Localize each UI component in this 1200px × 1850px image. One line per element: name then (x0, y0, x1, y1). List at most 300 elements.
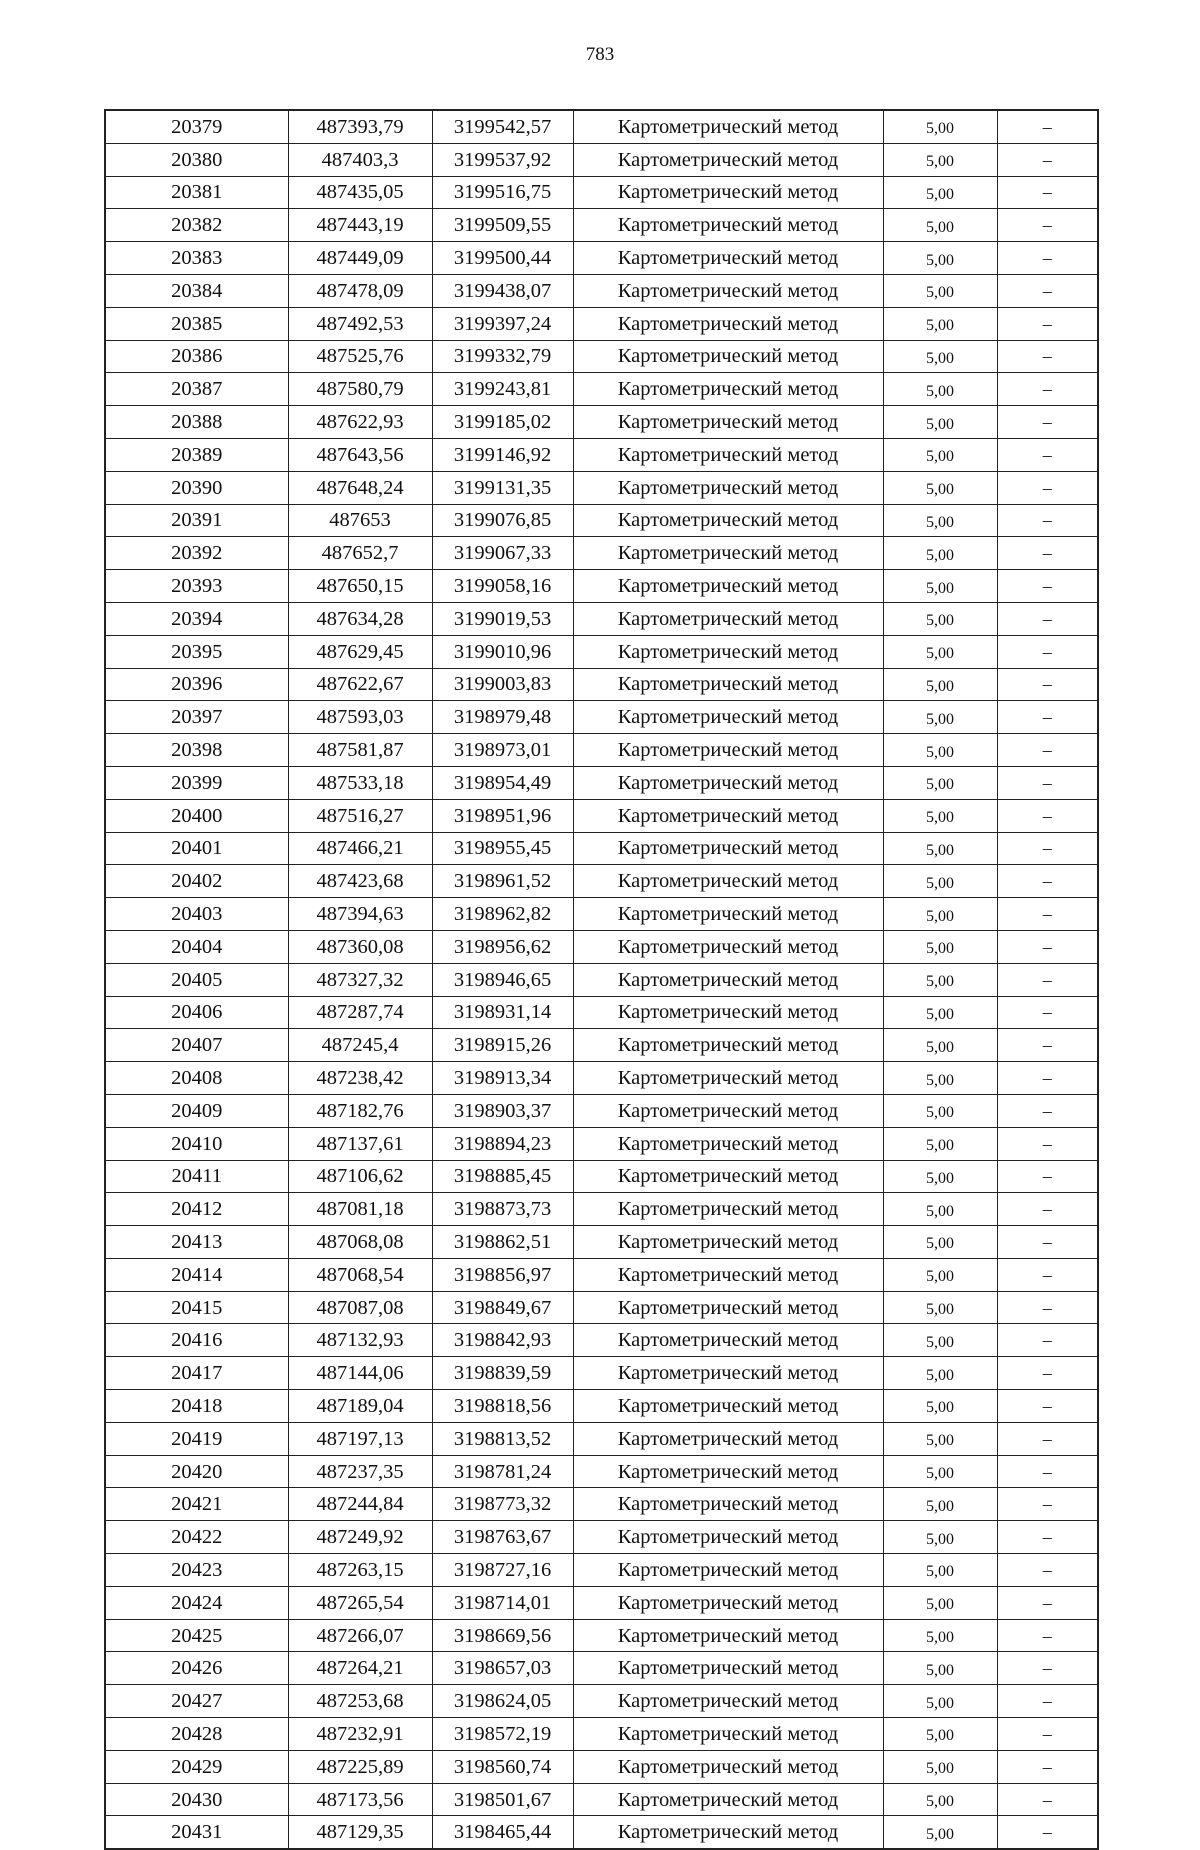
note-cell: – (997, 406, 1098, 439)
y-coordinate-cell: 3198885,45 (432, 1160, 573, 1193)
y-coordinate-cell: 3199332,79 (432, 340, 573, 373)
table-row (105, 373, 1098, 406)
method-cell: Картометрический метод (573, 602, 883, 635)
point-number-cell: 20416 (105, 1324, 288, 1357)
note-cell: – (997, 242, 1098, 275)
point-number-cell: 20401 (105, 832, 288, 865)
x-coordinate-cell: 487327,32 (288, 963, 432, 996)
x-coordinate-cell: 487189,04 (288, 1390, 432, 1423)
note-cell: – (997, 898, 1098, 931)
y-coordinate-cell: 3198773,32 (432, 1488, 573, 1521)
y-coordinate-cell: 3198951,96 (432, 799, 573, 832)
accuracy-cell: 5,00 (883, 1324, 997, 1357)
accuracy-cell: 5,00 (883, 1390, 997, 1423)
x-coordinate-cell: 487144,06 (288, 1357, 432, 1390)
note-cell: – (997, 176, 1098, 209)
method-cell: Картометрический метод (573, 1127, 883, 1160)
table-row (105, 1062, 1098, 1095)
table-row (105, 799, 1098, 832)
point-number-cell: 20397 (105, 701, 288, 734)
x-coordinate-cell: 487435,05 (288, 176, 432, 209)
y-coordinate-cell: 3198781,24 (432, 1455, 573, 1488)
table-row (105, 1685, 1098, 1718)
y-coordinate-cell: 3198856,97 (432, 1258, 573, 1291)
x-coordinate-cell: 487129,35 (288, 1816, 432, 1849)
accuracy-cell: 5,00 (883, 734, 997, 767)
note-cell: – (997, 1586, 1098, 1619)
accuracy-cell: 5,00 (883, 1685, 997, 1718)
method-cell: Картометрический метод (573, 832, 883, 865)
accuracy-cell: 5,00 (883, 1029, 997, 1062)
method-cell: Картометрический метод (573, 668, 883, 701)
x-coordinate-cell: 487137,61 (288, 1127, 432, 1160)
method-cell: Картометрический метод (573, 143, 883, 176)
method-cell: Картометрический метод (573, 1455, 883, 1488)
table-row (105, 701, 1098, 734)
accuracy-cell: 5,00 (883, 1718, 997, 1751)
y-coordinate-cell: 3198973,01 (432, 734, 573, 767)
note-cell: – (997, 1127, 1098, 1160)
x-coordinate-cell: 487423,68 (288, 865, 432, 898)
y-coordinate-cell: 3198862,51 (432, 1226, 573, 1259)
table-row (105, 1390, 1098, 1423)
y-coordinate-cell: 3199076,85 (432, 504, 573, 537)
y-coordinate-cell: 3198955,45 (432, 832, 573, 865)
note-cell: – (997, 1094, 1098, 1127)
point-number-cell: 20430 (105, 1783, 288, 1816)
table-row (105, 996, 1098, 1029)
method-cell: Картометрический метод (573, 1619, 883, 1652)
x-coordinate-cell: 487652,7 (288, 537, 432, 570)
note-cell: – (997, 1390, 1098, 1423)
accuracy-cell: 5,00 (883, 1422, 997, 1455)
point-number-cell: 20400 (105, 799, 288, 832)
accuracy-cell: 5,00 (883, 1750, 997, 1783)
table-row (105, 110, 1098, 143)
coordinates-table (104, 109, 1099, 1850)
x-coordinate-cell: 487253,68 (288, 1685, 432, 1718)
point-number-cell: 20411 (105, 1160, 288, 1193)
accuracy-cell: 5,00 (883, 1521, 997, 1554)
note-cell: – (997, 570, 1098, 603)
y-coordinate-cell: 3198903,37 (432, 1094, 573, 1127)
x-coordinate-cell: 487068,08 (288, 1226, 432, 1259)
point-number-cell: 20423 (105, 1554, 288, 1587)
note-cell: – (997, 701, 1098, 734)
method-cell: Картометрический метод (573, 865, 883, 898)
point-number-cell: 20389 (105, 438, 288, 471)
table-row (105, 1455, 1098, 1488)
method-cell: Картометрический метод (573, 242, 883, 275)
accuracy-cell: 5,00 (883, 209, 997, 242)
note-cell: – (997, 734, 1098, 767)
table-row (105, 668, 1098, 701)
accuracy-cell: 5,00 (883, 1357, 997, 1390)
y-coordinate-cell: 3199243,81 (432, 373, 573, 406)
table-row (105, 1226, 1098, 1259)
method-cell: Картометрический метод (573, 1291, 883, 1324)
x-coordinate-cell: 487237,35 (288, 1455, 432, 1488)
point-number-cell: 20408 (105, 1062, 288, 1095)
table-row (105, 1488, 1098, 1521)
note-cell: – (997, 1685, 1098, 1718)
accuracy-cell: 5,00 (883, 1160, 997, 1193)
point-number-cell: 20425 (105, 1619, 288, 1652)
method-cell: Картометрический метод (573, 1750, 883, 1783)
table-row (105, 570, 1098, 603)
point-number-cell: 20404 (105, 930, 288, 963)
accuracy-cell: 5,00 (883, 1226, 997, 1259)
point-number-cell: 20422 (105, 1521, 288, 1554)
table-row (105, 406, 1098, 439)
accuracy-cell: 5,00 (883, 1619, 997, 1652)
x-coordinate-cell: 487653 (288, 504, 432, 537)
point-number-cell: 20393 (105, 570, 288, 603)
method-cell: Картометрический метод (573, 701, 883, 734)
x-coordinate-cell: 487650,15 (288, 570, 432, 603)
x-coordinate-cell: 487173,56 (288, 1783, 432, 1816)
table-row (105, 930, 1098, 963)
accuracy-cell: 5,00 (883, 865, 997, 898)
x-coordinate-cell: 487266,07 (288, 1619, 432, 1652)
y-coordinate-cell: 3198842,93 (432, 1324, 573, 1357)
note-cell: – (997, 1652, 1098, 1685)
point-number-cell: 20381 (105, 176, 288, 209)
point-number-cell: 20399 (105, 766, 288, 799)
accuracy-cell: 5,00 (883, 1094, 997, 1127)
x-coordinate-cell: 487238,42 (288, 1062, 432, 1095)
y-coordinate-cell: 3198714,01 (432, 1586, 573, 1619)
table-row (105, 1324, 1098, 1357)
note-cell: – (997, 930, 1098, 963)
method-cell: Картометрический метод (573, 504, 883, 537)
table-row (105, 438, 1098, 471)
accuracy-cell: 5,00 (883, 832, 997, 865)
accuracy-cell: 5,00 (883, 668, 997, 701)
note-cell: – (997, 1816, 1098, 1849)
table-row (105, 274, 1098, 307)
y-coordinate-cell: 3198572,19 (432, 1718, 573, 1751)
point-number-cell: 20429 (105, 1750, 288, 1783)
accuracy-cell: 5,00 (883, 799, 997, 832)
table-row (105, 1619, 1098, 1652)
note-cell: – (997, 766, 1098, 799)
table-row (105, 176, 1098, 209)
table-row (105, 471, 1098, 504)
accuracy-cell: 5,00 (883, 340, 997, 373)
x-coordinate-cell: 487492,53 (288, 307, 432, 340)
accuracy-cell: 5,00 (883, 1193, 997, 1226)
y-coordinate-cell: 3198954,49 (432, 766, 573, 799)
point-number-cell: 20413 (105, 1226, 288, 1259)
table-row (105, 1160, 1098, 1193)
table-row (105, 1652, 1098, 1685)
table-row (105, 1422, 1098, 1455)
point-number-cell: 20409 (105, 1094, 288, 1127)
method-cell: Картометрический метод (573, 373, 883, 406)
y-coordinate-cell: 3198915,26 (432, 1029, 573, 1062)
x-coordinate-cell: 487634,28 (288, 602, 432, 635)
note-cell: – (997, 307, 1098, 340)
x-coordinate-cell: 487622,67 (288, 668, 432, 701)
method-cell: Картометрический метод (573, 1193, 883, 1226)
table-row (105, 1750, 1098, 1783)
accuracy-cell: 5,00 (883, 1783, 997, 1816)
point-number-cell: 20392 (105, 537, 288, 570)
table-row (105, 1258, 1098, 1291)
accuracy-cell: 5,00 (883, 701, 997, 734)
table-row (105, 504, 1098, 537)
point-number-cell: 20421 (105, 1488, 288, 1521)
point-number-cell: 20386 (105, 340, 288, 373)
accuracy-cell: 5,00 (883, 537, 997, 570)
y-coordinate-cell: 3198818,56 (432, 1390, 573, 1423)
point-number-cell: 20428 (105, 1718, 288, 1751)
table-row (105, 1521, 1098, 1554)
x-coordinate-cell: 487197,13 (288, 1422, 432, 1455)
method-cell: Картометрический метод (573, 1586, 883, 1619)
point-number-cell: 20380 (105, 143, 288, 176)
note-cell: – (997, 1357, 1098, 1390)
note-cell: – (997, 438, 1098, 471)
y-coordinate-cell: 3198839,59 (432, 1357, 573, 1390)
accuracy-cell: 5,00 (883, 1062, 997, 1095)
y-coordinate-cell: 3199438,07 (432, 274, 573, 307)
method-cell: Картометрический метод (573, 1422, 883, 1455)
point-number-cell: 20398 (105, 734, 288, 767)
x-coordinate-cell: 487622,93 (288, 406, 432, 439)
table-row (105, 602, 1098, 635)
point-number-cell: 20391 (105, 504, 288, 537)
accuracy-cell: 5,00 (883, 406, 997, 439)
point-number-cell: 20410 (105, 1127, 288, 1160)
accuracy-cell: 5,00 (883, 766, 997, 799)
accuracy-cell: 5,00 (883, 1488, 997, 1521)
y-coordinate-cell: 3198894,23 (432, 1127, 573, 1160)
accuracy-cell: 5,00 (883, 1258, 997, 1291)
y-coordinate-cell: 3199537,92 (432, 143, 573, 176)
method-cell: Картометрический метод (573, 1029, 883, 1062)
note-cell: – (997, 963, 1098, 996)
point-number-cell: 20394 (105, 602, 288, 635)
x-coordinate-cell: 487394,63 (288, 898, 432, 931)
note-cell: – (997, 1062, 1098, 1095)
method-cell: Картометрический метод (573, 209, 883, 242)
note-cell: – (997, 1718, 1098, 1751)
y-coordinate-cell: 3199146,92 (432, 438, 573, 471)
point-number-cell: 20419 (105, 1422, 288, 1455)
note-cell: – (997, 832, 1098, 865)
method-cell: Картометрический метод (573, 1685, 883, 1718)
y-coordinate-cell: 3199067,33 (432, 537, 573, 570)
x-coordinate-cell: 487533,18 (288, 766, 432, 799)
point-number-cell: 20420 (105, 1455, 288, 1488)
accuracy-cell: 5,00 (883, 602, 997, 635)
method-cell: Картометрический метод (573, 307, 883, 340)
table-row (105, 1193, 1098, 1226)
x-coordinate-cell: 487360,08 (288, 930, 432, 963)
note-cell: – (997, 1029, 1098, 1062)
method-cell: Картометрический метод (573, 1652, 883, 1685)
accuracy-cell: 5,00 (883, 1554, 997, 1587)
x-coordinate-cell: 487580,79 (288, 373, 432, 406)
y-coordinate-cell: 3198946,65 (432, 963, 573, 996)
note-cell: – (997, 504, 1098, 537)
accuracy-cell: 5,00 (883, 930, 997, 963)
x-coordinate-cell: 487264,21 (288, 1652, 432, 1685)
table-row (105, 1357, 1098, 1390)
x-coordinate-cell: 487648,24 (288, 471, 432, 504)
note-cell: – (997, 1783, 1098, 1816)
point-number-cell: 20406 (105, 996, 288, 1029)
point-number-cell: 20418 (105, 1390, 288, 1423)
table-row (105, 242, 1098, 275)
y-coordinate-cell: 3198624,05 (432, 1685, 573, 1718)
note-cell: – (997, 635, 1098, 668)
table-row (105, 766, 1098, 799)
table-row (105, 1094, 1098, 1127)
method-cell: Картометрический метод (573, 1357, 883, 1390)
point-number-cell: 20412 (105, 1193, 288, 1226)
accuracy-cell: 5,00 (883, 274, 997, 307)
method-cell: Картометрический метод (573, 1783, 883, 1816)
table-row (105, 1029, 1098, 1062)
x-coordinate-cell: 487132,93 (288, 1324, 432, 1357)
method-cell: Картометрический метод (573, 1554, 883, 1587)
x-coordinate-cell: 487068,54 (288, 1258, 432, 1291)
method-cell: Картометрический метод (573, 537, 883, 570)
y-coordinate-cell: 3198873,73 (432, 1193, 573, 1226)
note-cell: – (997, 537, 1098, 570)
table-row (105, 1718, 1098, 1751)
method-cell: Картометрический метод (573, 930, 883, 963)
point-number-cell: 20405 (105, 963, 288, 996)
y-coordinate-cell: 3199185,02 (432, 406, 573, 439)
y-coordinate-cell: 3198465,44 (432, 1816, 573, 1849)
method-cell: Картометрический метод (573, 570, 883, 603)
table-body (105, 110, 1098, 1849)
y-coordinate-cell: 3198727,16 (432, 1554, 573, 1587)
accuracy-cell: 5,00 (883, 1652, 997, 1685)
table-row (105, 963, 1098, 996)
point-number-cell: 20431 (105, 1816, 288, 1849)
note-cell: – (997, 602, 1098, 635)
note-cell: – (997, 799, 1098, 832)
page-number: 783 (585, 44, 615, 65)
note-cell: – (997, 1160, 1098, 1193)
method-cell: Картометрический метод (573, 1488, 883, 1521)
note-cell: – (997, 143, 1098, 176)
accuracy-cell: 5,00 (883, 996, 997, 1029)
note-cell: – (997, 865, 1098, 898)
note-cell: – (997, 209, 1098, 242)
point-number-cell: 20395 (105, 635, 288, 668)
table-row (105, 1783, 1098, 1816)
point-number-cell: 20384 (105, 274, 288, 307)
method-cell: Картометрический метод (573, 1062, 883, 1095)
x-coordinate-cell: 487087,08 (288, 1291, 432, 1324)
y-coordinate-cell: 3198560,74 (432, 1750, 573, 1783)
note-cell: – (997, 1750, 1098, 1783)
accuracy-cell: 5,00 (883, 438, 997, 471)
method-cell: Картометрический метод (573, 996, 883, 1029)
note-cell: – (997, 1226, 1098, 1259)
point-number-cell: 20388 (105, 406, 288, 439)
note-cell: – (997, 1488, 1098, 1521)
point-number-cell: 20390 (105, 471, 288, 504)
table-row (105, 307, 1098, 340)
accuracy-cell: 5,00 (883, 1291, 997, 1324)
note-cell: – (997, 1521, 1098, 1554)
note-cell: – (997, 340, 1098, 373)
y-coordinate-cell: 3198961,52 (432, 865, 573, 898)
point-number-cell: 20426 (105, 1652, 288, 1685)
note-cell: – (997, 1554, 1098, 1587)
y-coordinate-cell: 3199131,35 (432, 471, 573, 504)
note-cell: – (997, 1291, 1098, 1324)
y-coordinate-cell: 3199058,16 (432, 570, 573, 603)
x-coordinate-cell: 487287,74 (288, 996, 432, 1029)
method-cell: Картометрический метод (573, 1816, 883, 1849)
x-coordinate-cell: 487263,15 (288, 1554, 432, 1587)
table-row (105, 635, 1098, 668)
y-coordinate-cell: 3199397,24 (432, 307, 573, 340)
point-number-cell: 20382 (105, 209, 288, 242)
table-row (105, 537, 1098, 570)
accuracy-cell: 5,00 (883, 1455, 997, 1488)
x-coordinate-cell: 487232,91 (288, 1718, 432, 1751)
accuracy-cell: 5,00 (883, 963, 997, 996)
method-cell: Картометрический метод (573, 963, 883, 996)
accuracy-cell: 5,00 (883, 504, 997, 537)
method-cell: Картометрический метод (573, 1094, 883, 1127)
accuracy-cell: 5,00 (883, 471, 997, 504)
accuracy-cell: 5,00 (883, 307, 997, 340)
table-row (105, 143, 1098, 176)
method-cell: Картометрический метод (573, 766, 883, 799)
method-cell: Картометрический метод (573, 1160, 883, 1193)
y-coordinate-cell: 3198813,52 (432, 1422, 573, 1455)
method-cell: Картометрический метод (573, 471, 883, 504)
y-coordinate-cell: 3199019,53 (432, 602, 573, 635)
table-row (105, 734, 1098, 767)
method-cell: Картометрический метод (573, 635, 883, 668)
accuracy-cell: 5,00 (883, 110, 997, 143)
note-cell: – (997, 1455, 1098, 1488)
table-row (105, 1586, 1098, 1619)
note-cell: – (997, 1619, 1098, 1652)
point-number-cell: 20396 (105, 668, 288, 701)
x-coordinate-cell: 487516,27 (288, 799, 432, 832)
point-number-cell: 20385 (105, 307, 288, 340)
accuracy-cell: 5,00 (883, 898, 997, 931)
x-coordinate-cell: 487403,3 (288, 143, 432, 176)
method-cell: Картометрический метод (573, 734, 883, 767)
table-row (105, 340, 1098, 373)
point-number-cell: 20383 (105, 242, 288, 275)
y-coordinate-cell: 3199516,75 (432, 176, 573, 209)
y-coordinate-cell: 3199010,96 (432, 635, 573, 668)
table-row (105, 1554, 1098, 1587)
y-coordinate-cell: 3199509,55 (432, 209, 573, 242)
accuracy-cell: 5,00 (883, 176, 997, 209)
method-cell: Картометрический метод (573, 1390, 883, 1423)
method-cell: Картометрический метод (573, 274, 883, 307)
y-coordinate-cell: 3198962,82 (432, 898, 573, 931)
x-coordinate-cell: 487244,84 (288, 1488, 432, 1521)
y-coordinate-cell: 3198669,56 (432, 1619, 573, 1652)
note-cell: – (997, 996, 1098, 1029)
